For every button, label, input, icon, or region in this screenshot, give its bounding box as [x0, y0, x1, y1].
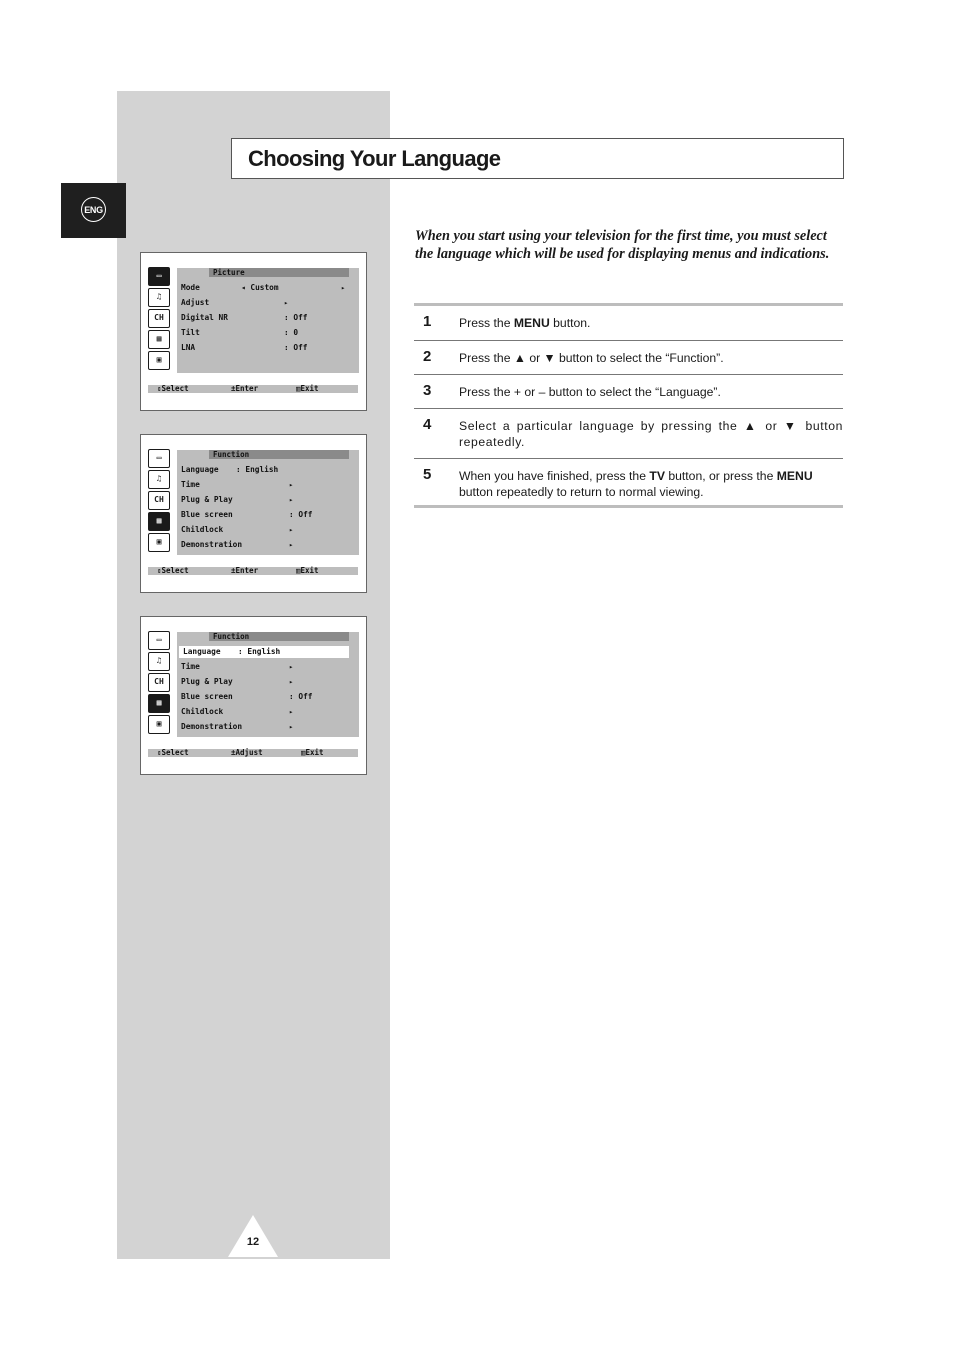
function-icon: ▦ [148, 330, 170, 349]
osd-menu-title: Function [209, 450, 349, 459]
osd-row-label: Time [181, 480, 200, 489]
osd-menu-row [177, 342, 359, 354]
intro-paragraph: When you start using your television for the first time, you must select the language which will be used for displaying menus and indications. [415, 228, 830, 262]
osd-row-value: : English [236, 465, 279, 474]
osd-row-label: Plug & Play [181, 677, 233, 686]
sound-icon: ♫ [148, 288, 170, 307]
step-number: 3 [423, 382, 432, 399]
osd-row-label: Blue screen [181, 692, 233, 701]
osd-menu-title: Function [209, 632, 349, 641]
step-number: 4 [423, 416, 432, 433]
tv-icon: ▭ [148, 631, 170, 650]
pip-icon: ▣ [148, 533, 170, 552]
channel-icon: CH [148, 309, 170, 328]
osd-row-label: Plug & Play [181, 495, 233, 504]
osd-row-value: : Off [289, 692, 313, 701]
osd-row-label: Tilt [181, 328, 200, 337]
osd-row-arrow: ▸ [289, 723, 294, 731]
step-text: Select a particular language by pressing the ▲ or ▼ button repeatedly. [459, 419, 843, 449]
tv-icon: ▭ [148, 449, 170, 468]
osd-footer-action: ±Enter [231, 384, 259, 393]
channel-icon: CH [148, 491, 170, 510]
osd-row-label: Childlock [181, 525, 224, 534]
language-tab [61, 183, 126, 238]
pip-icon: ▣ [148, 715, 170, 734]
osd-menu-row [177, 282, 359, 294]
osd-row-value: ◂ Custom [241, 283, 279, 292]
osd-row-value: : Off [284, 343, 308, 352]
function-icon: ▦ [148, 512, 170, 531]
channel-icon: CH [148, 673, 170, 692]
osd-row-label: Blue screen [181, 510, 233, 519]
osd-row-arrow: ▸ [289, 678, 294, 686]
osd-footer-exit: ▥Exit [296, 566, 319, 575]
osd-icon-column [148, 267, 172, 372]
osd-menu-row [177, 524, 359, 536]
step-3 [414, 374, 843, 408]
tv-icon: ▭ [148, 267, 170, 286]
page-title: Choosing Your Language [248, 146, 501, 171]
osd-row-label: Mode [181, 283, 200, 292]
step-text: When you have finished, press the TV button, or press the MENU button repeatedly to return to normal viewing. [459, 469, 813, 499]
osd-menu-row [177, 721, 359, 733]
step-text: Press the ▲ or ▼ button to select the “Function”. [459, 351, 724, 365]
osd-row-value: : Off [284, 313, 308, 322]
osd-footer-action: ±Adjust [231, 748, 263, 757]
osd-menu-row [177, 509, 359, 521]
osd-menu-row [179, 646, 349, 658]
osd-row-label: Demonstration [181, 540, 243, 549]
osd-icon-column [148, 631, 172, 736]
step-1 [414, 306, 843, 340]
osd-screen-2 [140, 434, 367, 593]
osd-menu-row [177, 706, 359, 718]
osd-row-arrow: ▸ [289, 526, 294, 534]
osd-menu-row [177, 676, 359, 688]
osd-footer-select: ⇕Select [157, 566, 189, 575]
osd-row-label: Childlock [181, 707, 224, 716]
osd-row-label: Language [181, 465, 219, 474]
sound-icon: ♫ [148, 652, 170, 671]
osd-row-value: : English [238, 647, 281, 656]
page-number: 12 [246, 1236, 260, 1248]
osd-screen-3 [140, 616, 367, 775]
title-box [231, 138, 844, 179]
osd-row-value: : 0 [284, 328, 299, 337]
osd-menu-row [177, 691, 359, 703]
osd-menu-row [177, 297, 359, 309]
sound-icon: ♫ [148, 470, 170, 489]
osd-row-arrow: ▸ [341, 284, 346, 292]
step-number: 1 [423, 313, 432, 330]
osd-row-value: : Off [289, 510, 313, 519]
osd-footer-exit: ▥Exit [301, 748, 324, 757]
osd-footer-exit: ▥Exit [296, 384, 319, 393]
osd-row-arrow: ▸ [289, 481, 294, 489]
osd-screen-1 [140, 252, 367, 411]
osd-row-arrow: ▸ [289, 496, 294, 504]
osd-menu-row [177, 539, 359, 551]
function-icon: ▦ [148, 694, 170, 713]
osd-row-arrow: ▸ [289, 708, 294, 716]
osd-row-label: Digital NR [181, 313, 228, 322]
osd-row-arrow: ▸ [289, 663, 294, 671]
osd-menu [177, 450, 359, 555]
osd-footer-action: ±Enter [231, 566, 259, 575]
osd-icon-column [148, 449, 172, 554]
osd-row-arrow: ▸ [289, 541, 294, 549]
osd-menu-title: Picture [209, 268, 349, 277]
osd-row-label: Demonstration [181, 722, 243, 731]
osd-row-arrow: ▸ [284, 299, 289, 307]
osd-footer [148, 385, 358, 393]
pip-icon: ▣ [148, 351, 170, 370]
osd-menu-row [177, 312, 359, 324]
osd-menu-row [177, 479, 359, 491]
step-number: 5 [423, 466, 432, 483]
osd-row-label: LNA [181, 343, 196, 352]
osd-footer-select: ⇕Select [157, 748, 189, 757]
osd-row-label: Adjust [181, 298, 210, 307]
step-number: 2 [423, 348, 432, 365]
osd-footer [148, 567, 358, 575]
osd-menu-row [177, 327, 359, 339]
step-2 [414, 340, 843, 374]
osd-row-label: Time [181, 662, 200, 671]
osd-menu [177, 632, 359, 737]
step-text: Press the MENU button. [459, 316, 591, 330]
osd-menu-row [177, 494, 359, 506]
osd-row-label: Language [183, 647, 221, 656]
step-4 [414, 408, 843, 458]
eng-badge: ENG [81, 197, 106, 222]
osd-footer [148, 749, 358, 757]
step-text: Press the + or – button to select the “Language”. [459, 385, 721, 399]
osd-menu-row [177, 661, 359, 673]
step-5 [414, 458, 843, 505]
osd-menu-row [177, 464, 359, 476]
osd-menu [177, 268, 359, 373]
steps-list [414, 303, 843, 508]
osd-footer-select: ⇕Select [157, 384, 189, 393]
